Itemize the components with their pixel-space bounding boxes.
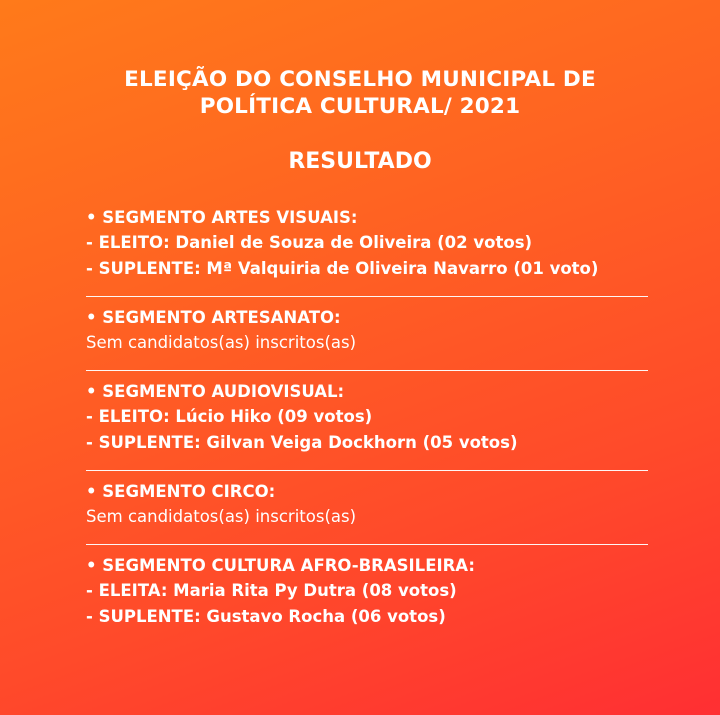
divider bbox=[86, 544, 648, 545]
no-candidates-text: Sem candidatos(as) inscritos(as) bbox=[86, 507, 357, 526]
segments-list bbox=[86, 206, 650, 638]
segment-title: • SEGMENTO CIRCO: bbox=[86, 482, 276, 501]
result-heading: RESULTADO bbox=[288, 149, 432, 174]
substitute-entry: - SUPLENTE: Gustavo Rocha (06 votos) bbox=[86, 607, 446, 626]
segment-title: • SEGMENTO AUDIOVISUAL: bbox=[86, 382, 345, 401]
elected-entry: - ELEITO: Lúcio Hiko (09 votos) bbox=[86, 407, 373, 426]
segment-title: • SEGMENTO ARTES VISUAIS: bbox=[86, 208, 358, 227]
segment-artes-visuais bbox=[86, 206, 650, 290]
title-line-2: POLÍTICA CULTURAL/ 2021 bbox=[199, 94, 521, 119]
no-candidates-text: Sem candidatos(as) inscritos(as) bbox=[86, 333, 357, 352]
divider bbox=[86, 370, 648, 371]
elected-entry: - ELEITA: Maria Rita Py Dutra (08 votos) bbox=[86, 581, 457, 600]
poster-title bbox=[0, 66, 720, 120]
divider bbox=[86, 470, 648, 471]
segment-title: • SEGMENTO ARTESANATO: bbox=[86, 308, 341, 327]
segment-circo bbox=[86, 480, 650, 538]
segment-cultura-afro-brasileira bbox=[86, 554, 650, 638]
elected-entry: - ELEITO: Daniel de Souza de Oliveira (02 votos) bbox=[86, 233, 533, 252]
segment-audiovisual bbox=[86, 380, 650, 464]
divider bbox=[86, 296, 648, 297]
title-line-1: ELEIÇÃO DO CONSELHO MUNICIPAL DE bbox=[124, 67, 596, 92]
segment-artesanato bbox=[86, 306, 650, 364]
substitute-entry: - SUPLENTE: Mª Valquiria de Oliveira Navarro (01 voto) bbox=[86, 259, 599, 278]
substitute-entry: - SUPLENTE: Gilvan Veiga Dockhorn (05 votos) bbox=[86, 433, 518, 452]
segment-title: • SEGMENTO CULTURA AFRO-BRASILEIRA: bbox=[86, 556, 475, 575]
